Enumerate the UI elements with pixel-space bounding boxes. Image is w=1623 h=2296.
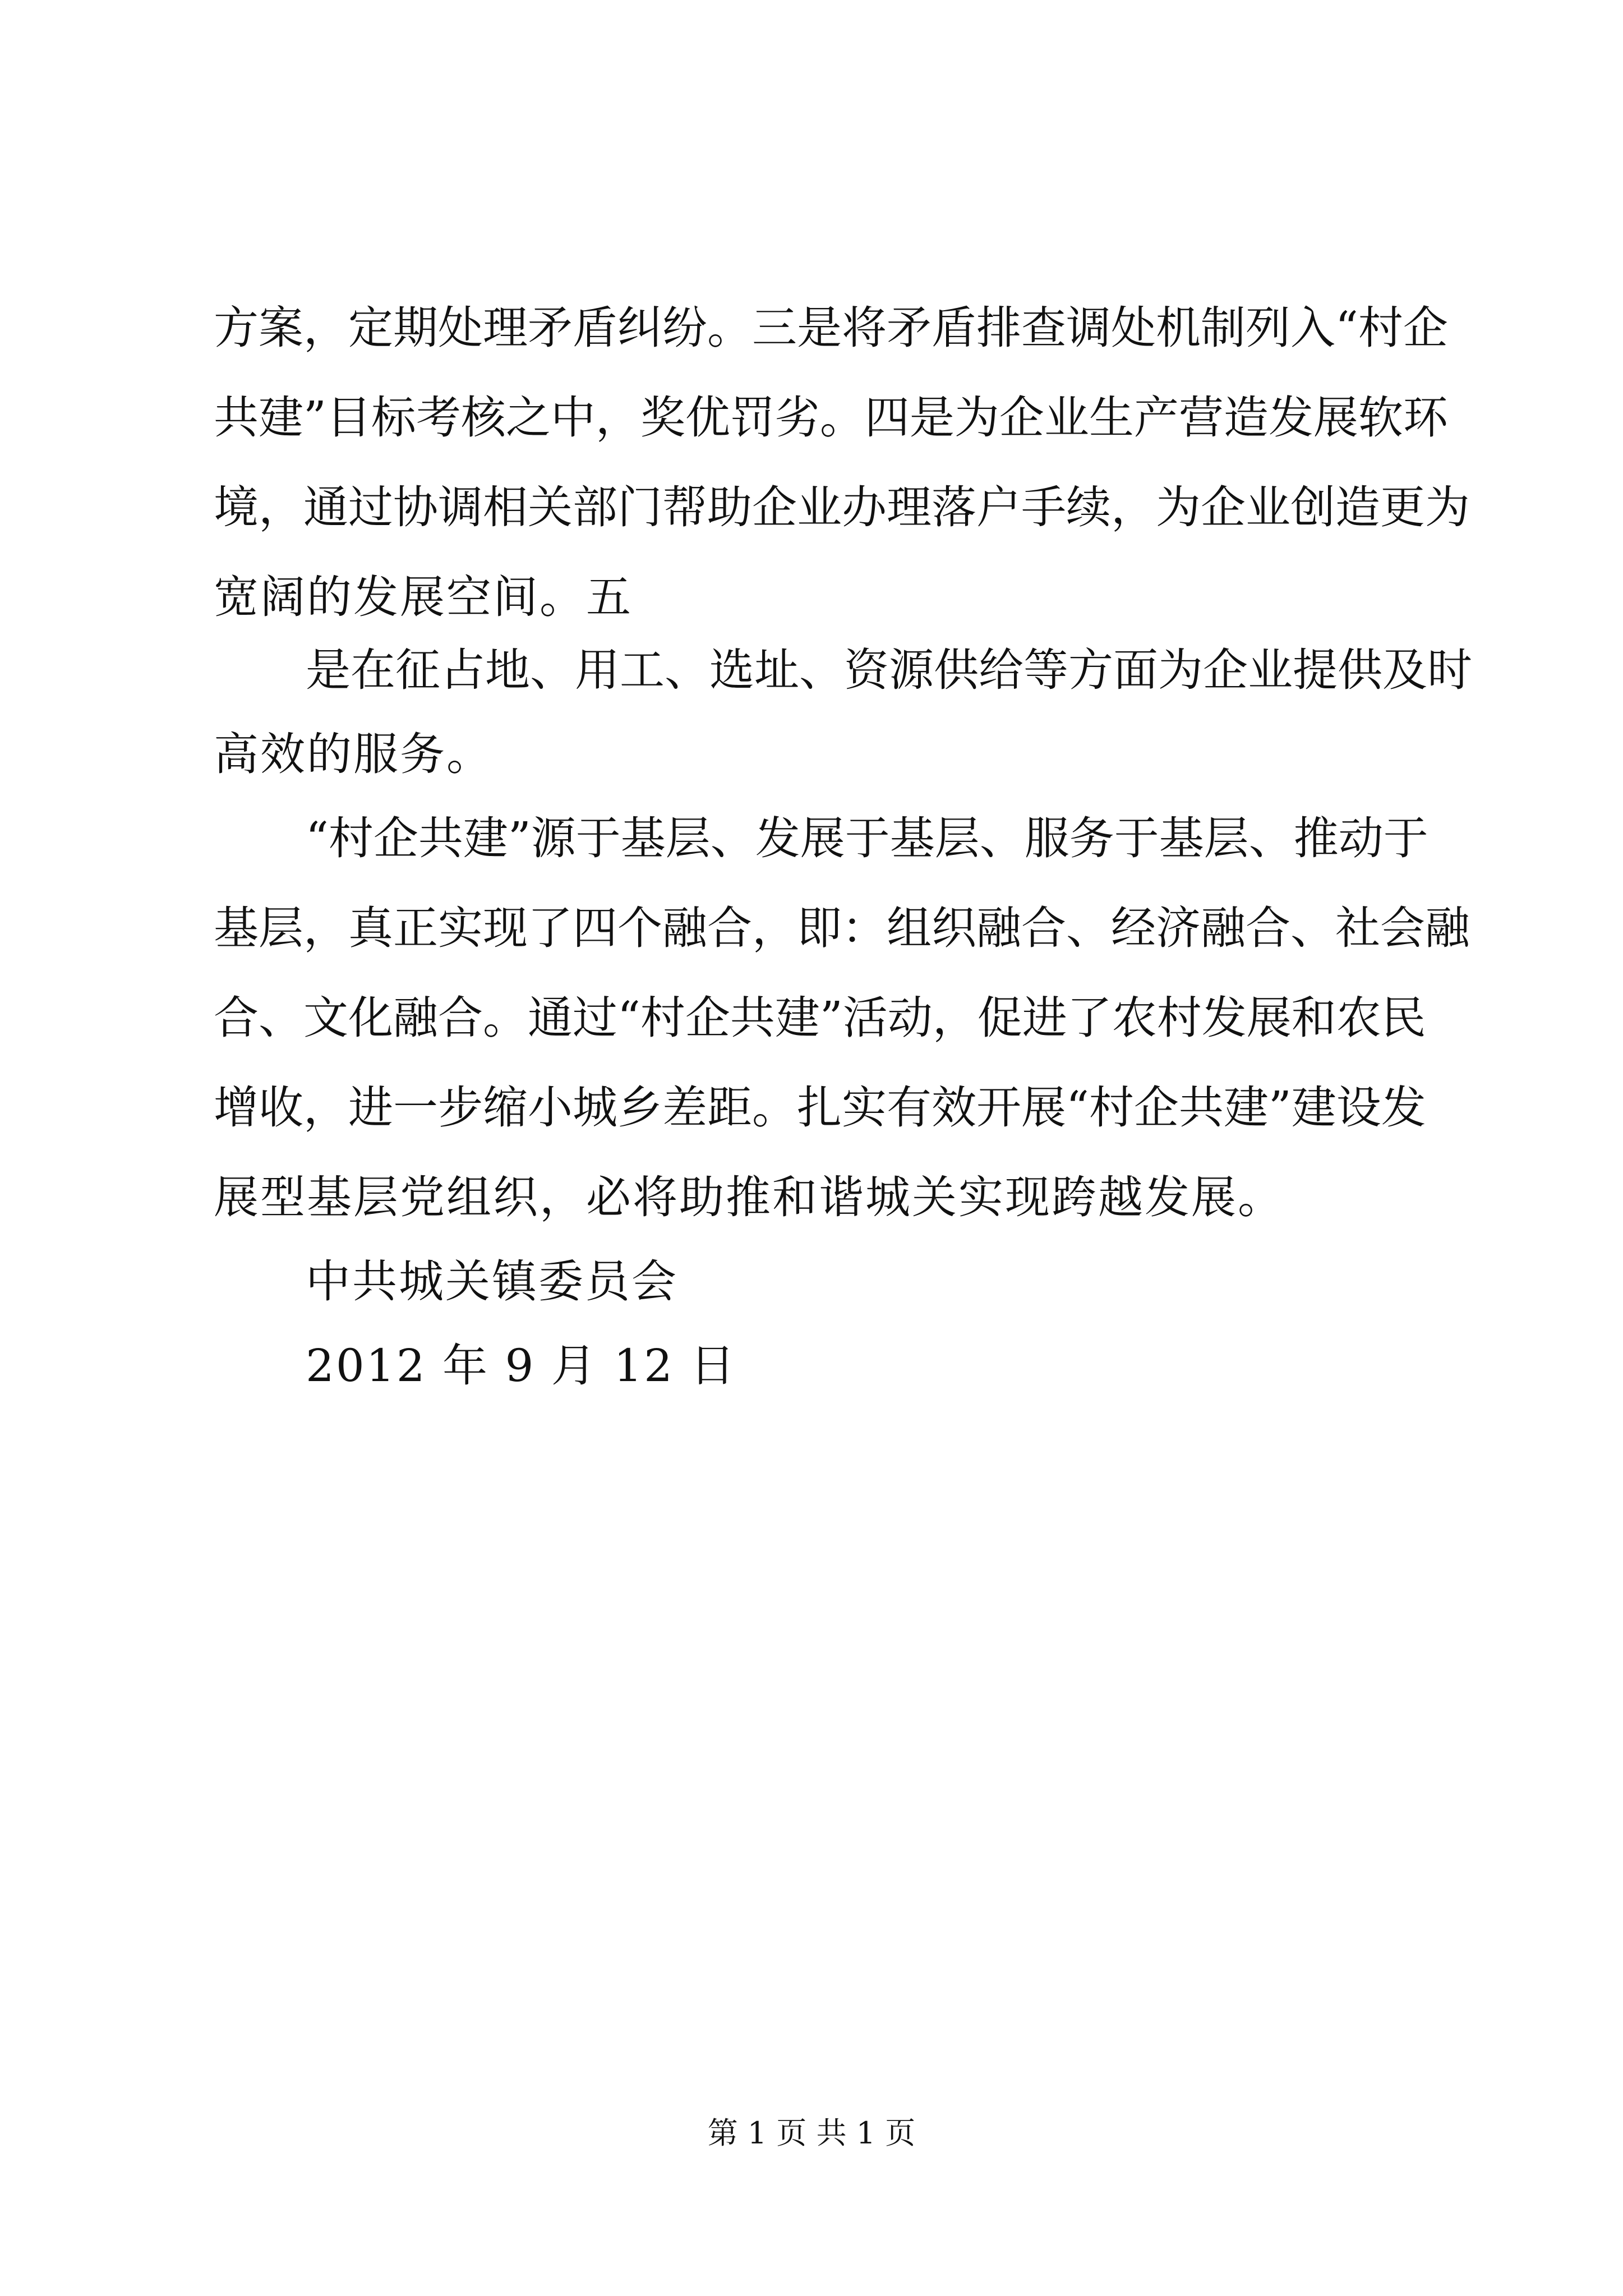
body-text-line: 是在征占地、用工、选址、资源供给等方面为企业提供及时 [306, 644, 1472, 696]
body-text-line: 方案，定期处理矛盾纠纷。三是将矛盾排查调处机制列入“村企 [214, 302, 1448, 354]
page-number-footer: 第 1 页 共 1 页 [707, 2115, 916, 2151]
body-text-line: 合、文化融合。通过“村企共建”活动，促进了农村发展和农民 [214, 992, 1426, 1044]
date-line: 2012 年 9 月 12 日 [306, 1340, 737, 1392]
body-text-line: 高效的服务。 [214, 728, 493, 780]
body-text-line: 基层，真正实现了四个融合，即：组织融合、经济融合、社会融 [214, 902, 1470, 954]
body-text-line: 境，通过协调相关部门帮助企业办理落户手续，为企业创造更为 [214, 481, 1470, 533]
body-text-line: 共建”目标考核之中，奖优罚劣。四是为企业生产营造发展软环 [214, 392, 1448, 444]
body-text-line: 展型基层党组织，必将助推和谐城关实现跨越发展。 [214, 1171, 1284, 1223]
body-text-line: 宽阔的发展空间。五 [214, 571, 633, 623]
signature-line: 中共城关镇委员会 [306, 1255, 678, 1308]
body-text-line: 增收，进一步缩小城乡差距。扎实有效开展“村企共建”建设发 [214, 1082, 1426, 1134]
body-text-line: “村企共建”源于基层、发展于基层、服务于基层、推动于 [306, 812, 1428, 864]
